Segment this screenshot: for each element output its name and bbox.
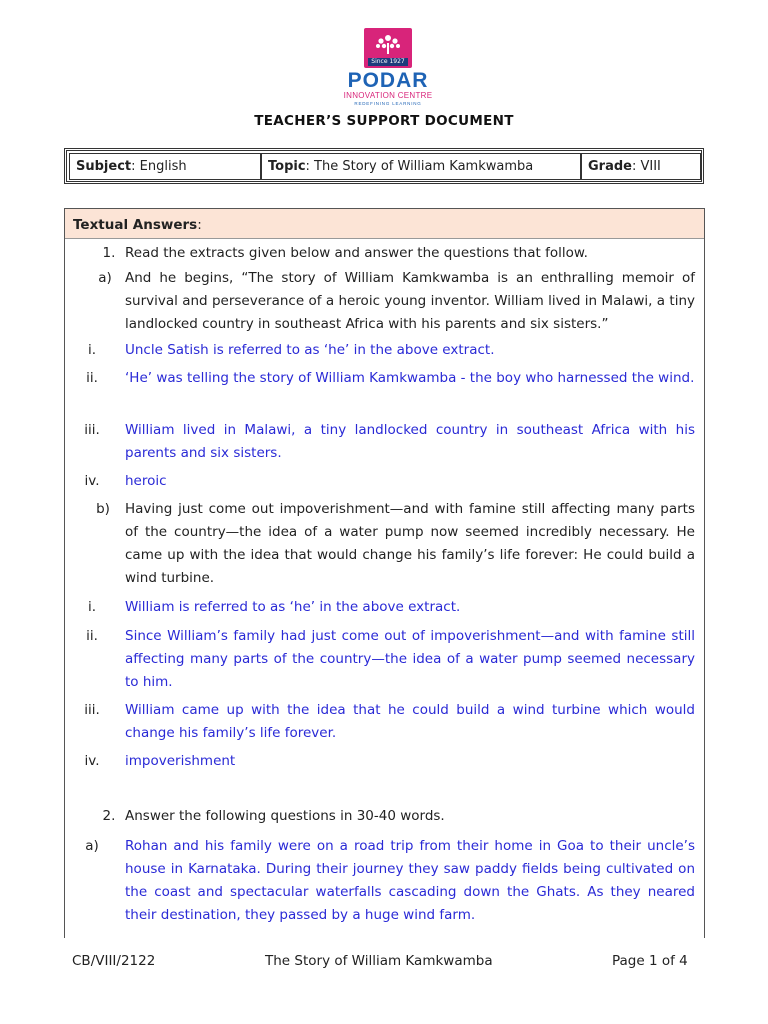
topic-cell — [261, 153, 581, 180]
grade-label: Grade — [588, 159, 632, 174]
section-header-label: Textual Answers — [73, 217, 198, 233]
answer-label: iii. — [84, 422, 100, 438]
question-number: 2. — [102, 808, 116, 824]
tree-icon — [374, 32, 402, 56]
extract-label: a) — [98, 270, 112, 286]
logo-tagline: REDEFINING LEARNING — [354, 101, 422, 106]
footer-title: The Story of William Kamkwamba — [265, 953, 493, 969]
answer-label: iv. — [84, 473, 100, 489]
answer-text: Uncle Satish is referred to as ‘he’ in the above extract. — [125, 342, 495, 358]
question-number: 1. — [102, 245, 116, 261]
answer-text: Since William’s family had just come out of impoverishment—and with famine still affecting many parts of the country—the idea of a water pump seemed necessary to him. — [125, 628, 695, 690]
extract-text: Having just come out impoverishment—and with famine still affecting many parts of the country—the idea of a water pump now seemed incredibly necessary. He came up with the idea that would change his family’s life forever: He could build a wind turbine. — [125, 501, 695, 586]
answer-label: i. — [87, 342, 97, 358]
subject-cell — [69, 153, 261, 180]
podar-logo — [338, 28, 438, 108]
subject-value: : English — [131, 159, 187, 174]
section-header — [65, 209, 704, 239]
question-prompt: Answer the following questions in 30-40 words. — [125, 808, 445, 824]
question-prompt: Read the extracts given below and answer the questions that follow. — [125, 245, 588, 261]
grade-value: : VIII — [631, 159, 661, 174]
topic-value: : The Story of William Kamkwamba — [305, 159, 534, 174]
answer-text: William came up with the idea that he could build a wind turbine which would change his family’s life forever. — [125, 702, 695, 741]
answer-label: iii. — [84, 702, 100, 718]
answer-label: ii. — [86, 628, 98, 644]
extract-text: And he begins, “The story of William Kamkwamba is an enthralling memoir of survival and perseverance of a heroic young inventor. William lived in Malawi, a tiny landlocked country in southeast Africa with his parents and six sisters.” — [125, 270, 695, 332]
section-header-colon: : — [197, 217, 202, 233]
footer-code: CB/VIII/2122 — [72, 953, 156, 969]
answer-label: iv. — [84, 753, 100, 769]
topic-label: Topic — [268, 159, 306, 174]
logo-name: PODAR — [347, 69, 429, 92]
answer-label: i. — [87, 599, 97, 615]
logo-emblem — [364, 28, 412, 68]
extract-label: b) — [96, 501, 110, 517]
answer-text: William lived in Malawi, a tiny landlocked country in southeast Africa with his parents and six sisters. — [125, 422, 695, 461]
answer-text: William is referred to as ‘he’ in the above extract. — [125, 599, 461, 615]
footer-page: Page 1 of 4 — [612, 953, 688, 969]
document-title: TEACHER’S SUPPORT DOCUMENT — [254, 113, 514, 129]
logo-since-label: Since 1927 — [368, 58, 408, 66]
answer-text: impoverishment — [125, 753, 236, 769]
subject-label: Subject — [76, 159, 132, 174]
logo-subtitle: INNOVATION CENTRE — [343, 91, 433, 100]
answer-label: a) — [85, 838, 99, 854]
info-table — [64, 148, 704, 184]
answer-label: ii. — [86, 370, 98, 386]
answer-text: ‘He’ was telling the story of William Kamkwamba - the boy who harnessed the wind. — [125, 370, 695, 386]
grade-cell — [581, 153, 701, 180]
answer-text: Rohan and his family were on a road trip from their home in Goa to their uncle’s house in Karnataka. During their journey they saw paddy fields being cultivated on the coast and spectacular waterfalls cascading down the Ghats. As they neared their destination, they passed by a huge wind farm. — [125, 838, 695, 923]
answer-text: heroic — [125, 473, 167, 489]
